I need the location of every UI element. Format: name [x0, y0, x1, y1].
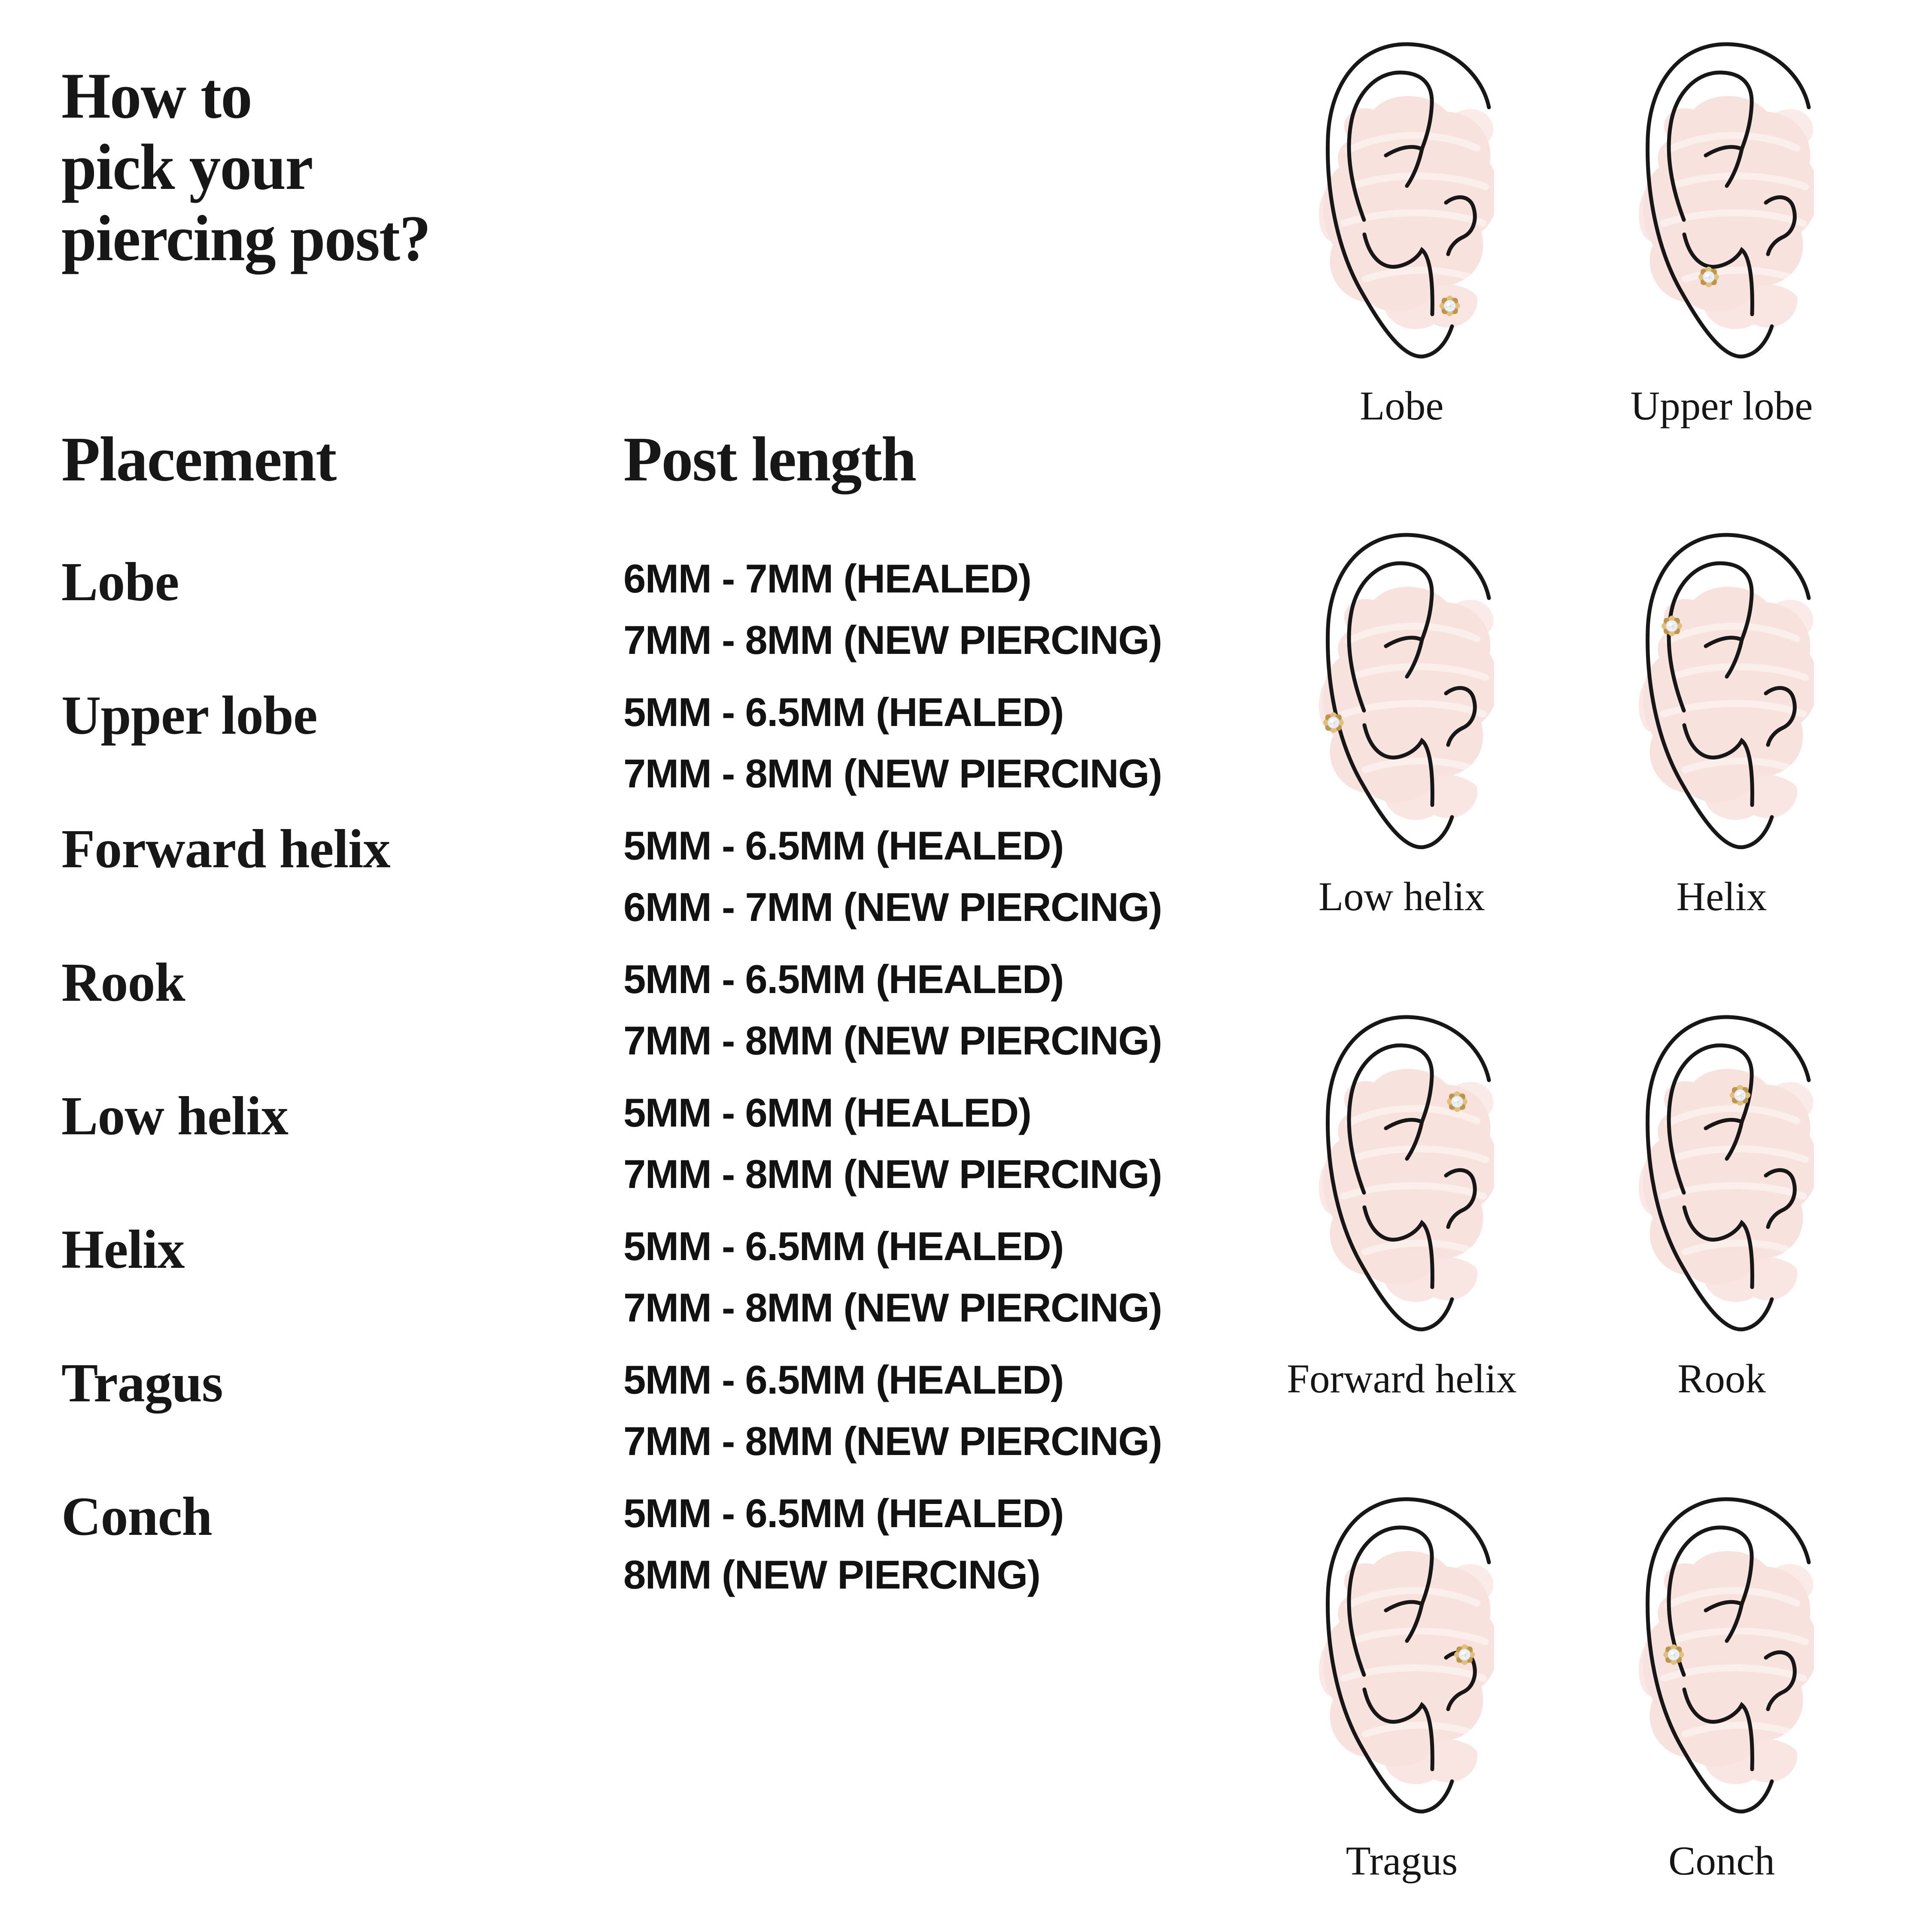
ear-diagram	[1629, 529, 1814, 942]
post-length-healed: 5MM - 6.5MM (HEALED)	[623, 1224, 1063, 1269]
ear-diagram	[1287, 1012, 1517, 1424]
post-length-values	[623, 556, 1162, 662]
earring-stud	[1447, 1091, 1467, 1112]
earring-stud	[1663, 1644, 1684, 1665]
ear-diagram	[1629, 1012, 1814, 1424]
ear-illustration	[1309, 1494, 1494, 1816]
post-length-healed: 5MM - 6.5MM (HEALED)	[623, 690, 1063, 735]
table-row	[0, 552, 1245, 685]
ear-placement-label: Rook	[1677, 1356, 1766, 1401]
ear-illustration	[1629, 1494, 1814, 1816]
title-line-3: piercing post?	[61, 202, 430, 274]
post-length-new-piercing: 7MM - 8MM (NEW PIERCING)	[623, 1419, 1162, 1464]
ear-placement-label: Low helix	[1318, 874, 1485, 919]
ear-illustration	[1629, 1012, 1814, 1334]
placement-name: Forward helix	[61, 818, 390, 879]
post-length-healed: 5MM - 6MM (HEALED)	[623, 1090, 1031, 1135]
ear-placement-label: Helix	[1676, 874, 1767, 919]
earring-stud	[1730, 1085, 1750, 1106]
table-row	[0, 1219, 1245, 1353]
post-length-values	[623, 1357, 1162, 1464]
post-length-new-piercing: 8MM (NEW PIERCING)	[623, 1552, 1040, 1597]
ear-illustration	[1629, 529, 1814, 851]
post-length-healed: 5MM - 6.5MM (HEALED)	[623, 823, 1063, 868]
title-line-1: How to	[61, 60, 252, 132]
ear-diagram	[1309, 39, 1494, 451]
table-row	[0, 952, 1245, 1086]
post-length-new-piercing: 6MM - 7MM (NEW PIERCING)	[623, 884, 1162, 930]
ear-placement-label: Lobe	[1360, 383, 1444, 428]
post-length-values	[623, 1493, 1063, 1595]
table-row	[0, 685, 1245, 819]
post-length-new-piercing: 7MM - 8MM (NEW PIERCING)	[623, 1151, 1162, 1197]
earring-stud	[1323, 712, 1344, 733]
post-length-values	[623, 1226, 1162, 1328]
ear-illustration	[1629, 39, 1814, 361]
placement-name: Low helix	[61, 1085, 288, 1146]
placement-name: Rook	[61, 952, 185, 1013]
post-length-values	[623, 1090, 1162, 1197]
earring-stud	[1662, 616, 1682, 636]
post-length-healed: 5MM - 6.5MM (HEALED)	[623, 1491, 1063, 1536]
placement-name: Upper lobe	[61, 685, 317, 746]
ear-diagram	[1629, 39, 1814, 451]
placement-name: Lobe	[61, 551, 179, 612]
ear-placement-label: Conch	[1668, 1838, 1775, 1883]
post-length-healed: 5MM - 6.5MM (HEALED)	[623, 957, 1063, 1002]
ear-diagram	[1629, 1494, 1814, 1906]
ear-placement-label: Tragus	[1346, 1838, 1458, 1883]
post-length-healed: 5MM - 6.5MM (HEALED)	[623, 1357, 1063, 1402]
page-title	[61, 60, 441, 274]
ear-diagram	[1309, 1494, 1494, 1906]
title-line-2: pick your	[61, 131, 313, 203]
ear-placement-label: Upper lobe	[1630, 383, 1813, 428]
table-row	[0, 1353, 1245, 1486]
ear-diagram	[1309, 529, 1494, 942]
post-length-column-header: Post length	[623, 424, 916, 495]
table-row	[0, 1086, 1245, 1219]
ear-placement-label: Forward helix	[1287, 1356, 1517, 1401]
post-length-values	[623, 692, 1162, 794]
ear-illustration	[1309, 1012, 1494, 1334]
post-length-new-piercing: 7MM - 8MM (NEW PIERCING)	[623, 751, 1162, 796]
placement-name: Conch	[61, 1486, 212, 1547]
post-length-new-piercing: 7MM - 8MM (NEW PIERCING)	[623, 617, 1162, 662]
post-length-new-piercing: 7MM - 8MM (NEW PIERCING)	[623, 1018, 1162, 1063]
earring-stud	[1454, 1644, 1475, 1665]
post-length-healed: 6MM - 7MM (HEALED)	[623, 556, 1031, 601]
earring-stud	[1698, 267, 1719, 287]
table-row	[0, 1486, 1245, 1620]
placement-name: Helix	[61, 1219, 185, 1280]
placement-column-header: Placement	[61, 424, 336, 495]
post-length-values	[623, 823, 1162, 930]
post-length-new-piercing: 7MM - 8MM (NEW PIERCING)	[623, 1285, 1162, 1330]
placement-name: Tragus	[61, 1352, 223, 1413]
earring-stud	[1440, 296, 1460, 316]
ear-illustration	[1309, 529, 1494, 851]
ear-illustration	[1309, 39, 1494, 361]
post-length-values	[623, 959, 1162, 1061]
table-row	[0, 819, 1245, 952]
